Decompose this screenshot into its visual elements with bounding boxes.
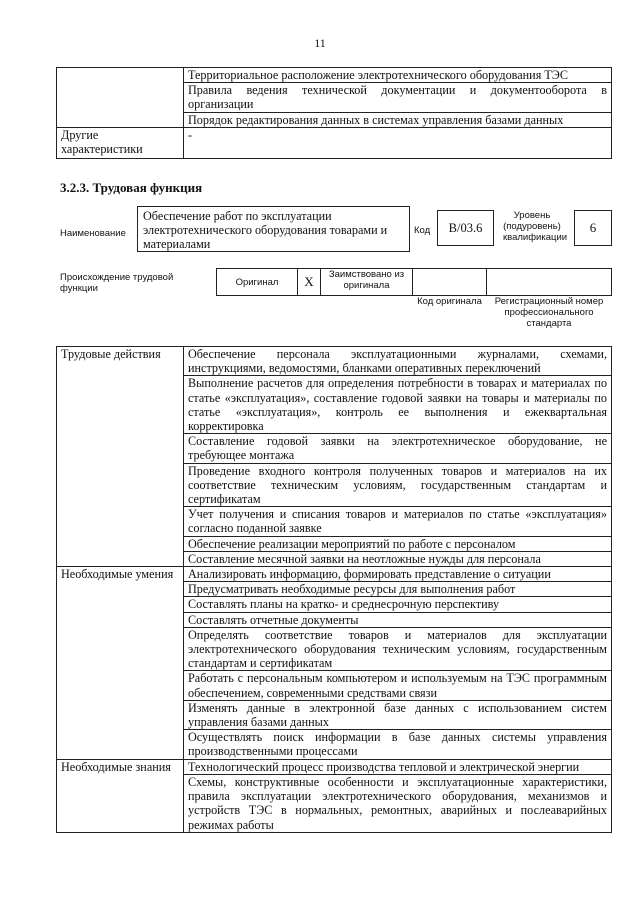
work-action-item: Учет получения и списания товаров и материалов по статье «эксплуатация» согласно поданной заявке — [184, 507, 612, 536]
function-name-box: Обеспечение работ по эксплуатации электротехнического оборудования товарами и материалами — [137, 206, 410, 252]
original-mark-box: X — [297, 268, 321, 296]
required-skills-label: Необходимые умения — [57, 567, 184, 760]
skill-item: Предусматривать необходимые ресурсы для выполнения работ — [184, 582, 612, 597]
page-number: 11 — [314, 36, 326, 50]
code-original-box — [412, 268, 487, 296]
required-knowledge-label: Необходимые знания — [57, 759, 184, 832]
work-function-table — [56, 346, 612, 833]
top-table-label-cell — [57, 68, 184, 128]
borrowed-label: Заимствовано из оригинала — [328, 269, 405, 291]
reg-number-box — [486, 268, 612, 296]
work-action-item: Проведение входного контроля полученных товаров и материалов на их соответствие техническим условиям, государственным стандартам и сертификатам — [184, 463, 612, 507]
name-label: Наименование — [60, 228, 126, 239]
work-action-item: Выполнение расчетов для определения потребности в товарах и материалах по статье «эксплуатация», составление годовой заявки на товары и материалы по статье «эксплуатация», контроль ее выполнения и ежеквартальная корректировка — [184, 376, 612, 434]
skill-item: Анализировать информацию, формировать представление о ситуации — [184, 567, 612, 582]
skill-item: Осуществлять поиск информации в базе данных системы управления производственными процессами — [184, 730, 612, 759]
work-action-item: Составление месячной заявки на неотложные нужды для персонала — [184, 551, 612, 566]
top-continuation-table — [56, 67, 612, 159]
other-characteristics-label: Другие характеристики — [57, 127, 184, 158]
code-original-caption: Код оригинала — [417, 296, 482, 307]
knowledge-item: Схемы, конструктивные особенности и эксплуатационные характеристики, правила эксплуатации электротехнического оборудования, механизмов и устройств ТЭС в нормальных, ремонтных, аварийных и послеаварийных режимах работы — [184, 774, 612, 832]
skill-item: Составлять отчетные документы — [184, 612, 612, 627]
skill-item: Определять соответствие товаров и материалов для эксплуатации электротехнического оборудования техническим условиям, государственным стандартам и сертификатам — [184, 627, 612, 671]
original-label: Оригинал — [235, 277, 279, 288]
top-table-item: Правила ведения технической документации и документооборота в организации — [184, 83, 612, 112]
work-action-item: Обеспечение персонала эксплуатационными журналами, схемами, инструкциями, ведомостями, бланками оперативных переключений — [184, 347, 612, 376]
level-value-box: 6 — [574, 210, 612, 246]
origin-label: Происхождение трудовой функции — [60, 272, 174, 294]
reg-number-caption: Регистрационный номер профессионального стандарта — [494, 296, 604, 329]
top-table-item: Порядок редактирования данных в системах управления базами данных — [184, 112, 612, 127]
level-label: Уровень (подуровень) квалификации — [503, 210, 568, 243]
code-value-box: В/03.6 — [437, 210, 494, 246]
top-table-item: Территориальное расположение электротехнического оборудования ТЭС — [184, 68, 612, 83]
code-label: Код — [414, 225, 431, 236]
skill-item: Изменять данные в электронной базе данных с использованием систем управления базами данных — [184, 700, 612, 729]
work-action-item: Составление годовой заявки на электротехническое оборудование, не требующее монтажа — [184, 434, 612, 463]
section-heading: 3.2.3. Трудовая функция — [60, 180, 203, 195]
other-characteristics-value: - — [184, 127, 612, 158]
knowledge-item: Технологический процесс производства тепловой и электрической энергии — [184, 759, 612, 774]
skill-item: Работать с персональным компьютером и используемым на ТЭС программным обеспечением, современными средствами связи — [184, 671, 612, 700]
skill-item: Составлять планы на кратко- и среднесрочную перспективу — [184, 597, 612, 612]
work-action-item: Обеспечение реализации мероприятий по работе с персоналом — [184, 536, 612, 551]
work-actions-label: Трудовые действия — [57, 347, 184, 567]
